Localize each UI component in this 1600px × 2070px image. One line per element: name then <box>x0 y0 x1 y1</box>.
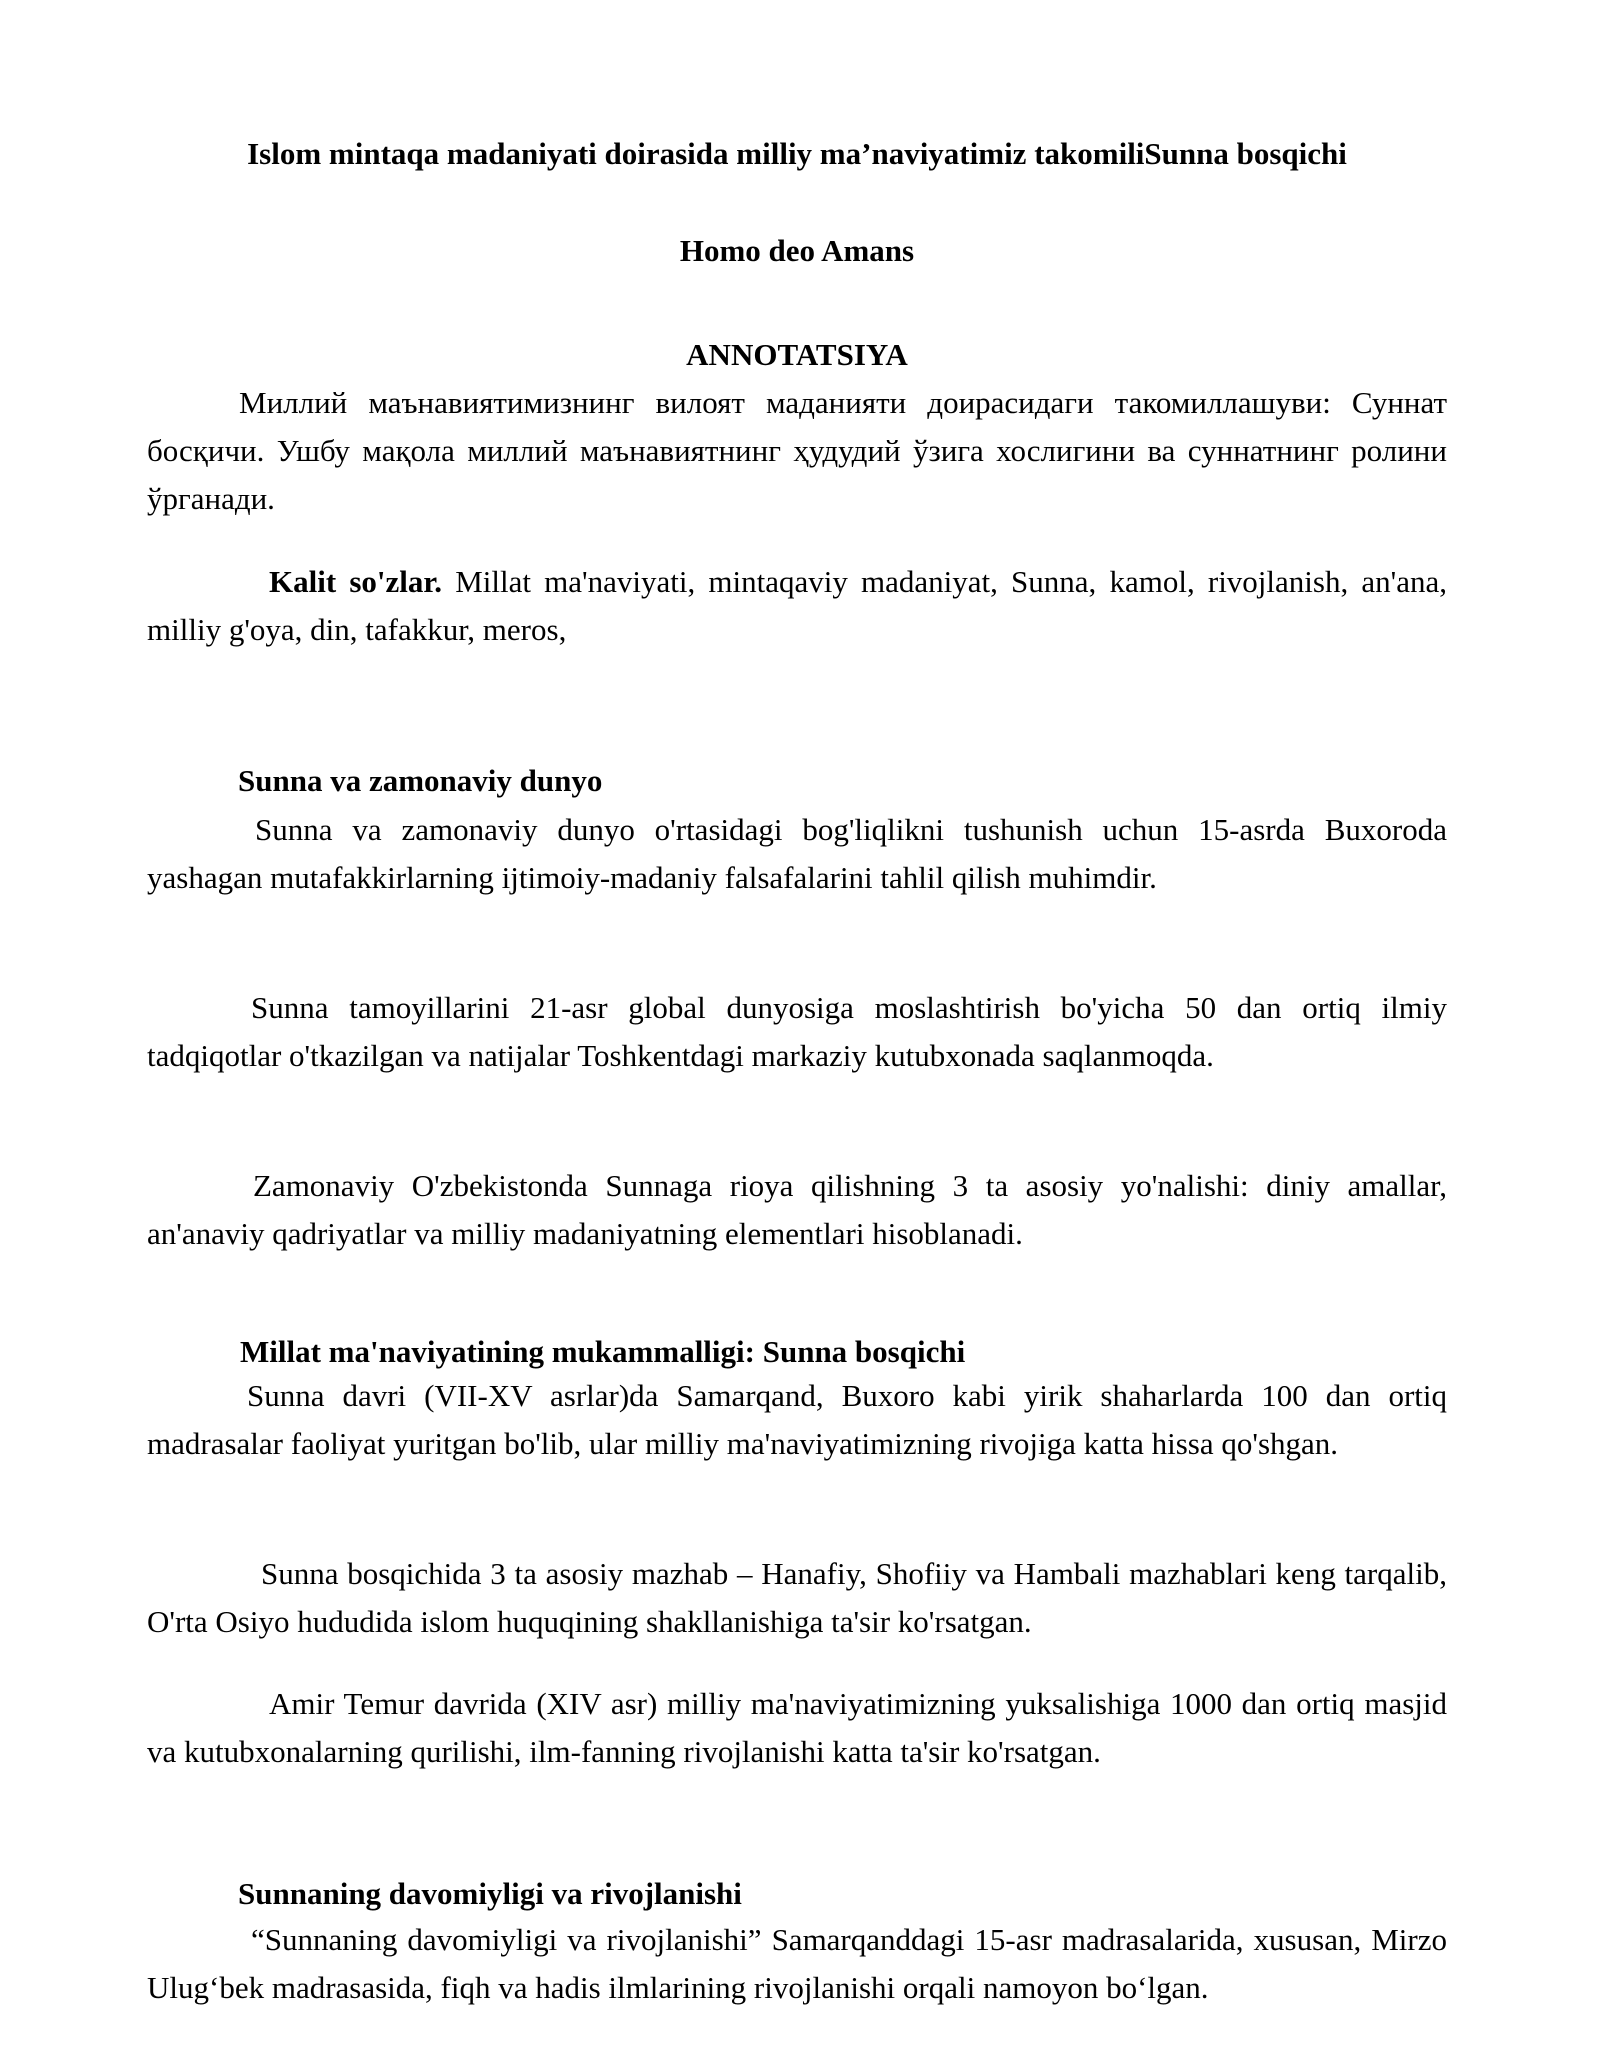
section-paragraph: Amir Temur davrida (XIV asr) milliy ma'naviyatimizning yuksalishiga 1000 dan ortiq masjid va kutubxonalarning qurilishi, ilm-fanning rivojlanishi katta ta'sir ko'rsatgan. <box>147 1686 1447 1769</box>
keywords-text: Millat ma'naviyati, mintaqaviy madaniyat, Sunna, kamol, rivojlanish, an'ana, milliy g'oya, din, tafakkur, meros, <box>147 564 1448 647</box>
keywords-label: Kalit so'zlar. <box>269 564 443 599</box>
section-heading: Millat ma'naviyatining mukammalligi: Sunna bosqichi <box>240 1334 966 1369</box>
section-paragraph: Sunna davri (VII-XV asrlar)da Samarqand, Buxoro kabi yirik shaharlarda 100 dan ortiq madrasalar faoliyat yuritgan bo'lib, ular milliy ma'naviyatimizning rivojiga katta hissa qo'shgan. <box>147 1378 1447 1461</box>
annotation-text: Миллий маънавиятимизнинг вилоят маданияти доирасидаги такомиллашуви: Суннат босқичи. Ушбу мақола миллий маънавиятнинг ҳудудий ўзига хослигини ва суннатнинг ролини ўрганади. <box>147 385 1447 516</box>
document-author: Homo deo Amans <box>679 233 915 268</box>
keywords-paragraph <box>147 558 1447 654</box>
section-paragraph: Sunna va zamonaviy dunyo o'rtasidagi bog'liqlikni tushunish uchun 15-asrda Buxoroda yashagan mutafakkirlarning ijtimoiy-madaniy falsafalarini tahlil qilish muhimdir. <box>147 812 1447 895</box>
section-heading: Sunna va zamonaviy dunyo <box>238 763 603 798</box>
section-paragraph: “Sunnaning davomiyligi va rivojlanishi” Samarqanddagi 15-asr madrasalarida, xususan, Mirzo Ulug‘bek madrasasida, fiqh va hadis ilmlarining rivojlanishi orqali namoyon bo‘lgan. <box>147 1922 1447 2005</box>
document-title: Islom mintaqa madaniyati doirasida milliy ma’naviyatimiz takomiliSunna bosqichi <box>247 136 1347 171</box>
section-paragraph: Sunna tamoyillarini 21-asr global dunyosiga moslashtirish bo'yicha 50 dan ortiq ilmiy tadqiqotlar o'tkazilgan va natijalar Toshkentdagi markaziy kutubxonada saqlanmoqda. <box>147 990 1447 1073</box>
section-heading: Sunnaning davomiyligi va rivojlanishi <box>238 1876 742 1911</box>
section-paragraph: Zamonaviy O'zbekistonda Sunnaga rioya qilishning 3 ta asosiy yo'nalishi: diniy amallar, an'anaviy qadriyatlar va milliy madaniyatning elementlari hisoblanadi. <box>147 1168 1447 1251</box>
section-paragraph: Sunna bosqichida 3 ta asosiy mazhab – Hanafiy, Shofiiy va Hambali mazhablari keng tarqalib, O'rta Osiyo hududida islom huquqining shakllanishiga ta'sir ko'rsatgan. <box>147 1556 1447 1639</box>
annotation-heading: ANNOTATSIYA <box>686 337 908 372</box>
